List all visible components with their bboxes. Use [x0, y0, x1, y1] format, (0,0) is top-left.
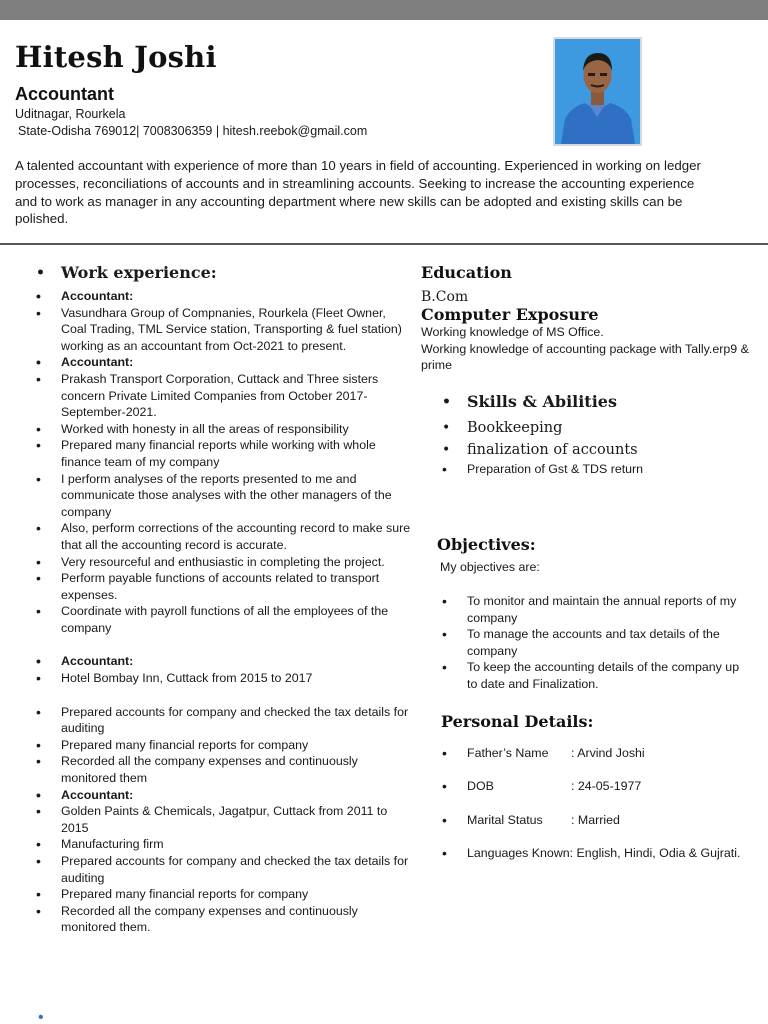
job-detail: • I perform analyses of the reports presented to me and communicate those analyses with the other managers of the company	[31, 471, 411, 521]
job-detail: • Prepared accounts for company and checked the tax details for auditing	[31, 853, 411, 886]
job-detail: • Recorded all the company expenses and continuously monitored them	[31, 753, 411, 786]
job-detail: • Coordinate with payroll functions of all the employees of the company	[31, 603, 411, 636]
work-experience-heading: • Work experience:	[31, 262, 411, 284]
job-detail: • Also, perform corrections of the accounting record to make sure that all the accounting record is accurate.	[31, 520, 411, 553]
education-degree: B.Com	[421, 289, 469, 305]
job-detail: • Prepared many financial reports for company	[31, 886, 411, 903]
personal-father-row	[421, 745, 751, 762]
languages-known: • Languages Known: English, Hindi, Odia & Gujrati.	[421, 845, 751, 862]
job-company: • Golden Paints & Chemicals, Jagatpur, Cuttack from 2011 to 2015	[31, 803, 411, 836]
fathers-name-value: : Arvind Joshi	[571, 745, 645, 760]
job-detail: • Recorded all the company expenses and continuously monitored them.	[31, 903, 411, 936]
personal-details-heading: Personal Details:	[441, 711, 594, 731]
objective-item: • To monitor and maintain the annual reports of my company	[421, 593, 751, 626]
job-role: • Accountant:	[31, 787, 411, 804]
candidate-name: Hitesh Joshi	[15, 40, 217, 74]
objectives-intro: My objectives are:	[440, 560, 540, 575]
job-role: • Accountant:	[31, 354, 411, 371]
job-role: • Accountant:	[31, 653, 411, 670]
trailing-bullet: •	[38, 1009, 44, 1024]
contact-line: State-Odisha 769012| 7008306359 | hitesh.reebok@gmail.com	[18, 124, 368, 138]
job-detail: • Worked with honesty in all the areas of responsibility	[31, 421, 411, 438]
top-bar	[0, 0, 768, 20]
job-detail: • Perform payable functions of accounts related to transport expenses.	[31, 570, 411, 603]
personal-marital-row	[421, 812, 751, 829]
objective-item: • To manage the accounts and tax details of the company	[421, 626, 751, 659]
profile-photo	[553, 37, 642, 146]
skill-item: • Preparation of Gst & TDS return	[421, 461, 751, 478]
skill-item: • Bookkeeping	[421, 417, 751, 439]
candidate-title: Accountant	[15, 84, 114, 104]
address-line-1: Uditnagar, Rourkela	[15, 107, 126, 121]
job-company: • Prakash Transport Corporation, Cuttack and Three sisters concern Private Limited Companies from October 2017-September-2021.	[31, 371, 411, 421]
job-detail: • Very resourceful and enthusiastic in completing the project.	[31, 554, 411, 571]
job-role: • Accountant:	[31, 288, 411, 305]
dob-value: : 24-05-1977	[571, 779, 642, 794]
objectives-heading: Objectives:	[437, 535, 536, 555]
dob-label: • DOB	[467, 779, 494, 794]
education-heading: Education	[421, 263, 512, 282]
work-experience-section	[31, 262, 411, 936]
skills-heading: • Skills & Abilities	[421, 391, 751, 413]
right-column	[421, 263, 751, 862]
job-detail: • Prepared many financial reports for company	[31, 737, 411, 754]
marital-status-value: : Married	[571, 812, 620, 827]
skill-item: • finalization of accounts	[421, 439, 751, 461]
personal-dob-row	[421, 778, 751, 795]
job-detail: • Manufacturing firm	[31, 836, 411, 853]
job-detail: • Prepared many financial reports while working with whole finance team of my company	[31, 437, 411, 470]
objective-item: • To keep the accounting details of the company up to date and Finalization.	[421, 659, 751, 692]
job-company: • Hotel Bombay Inn, Cuttack from 2015 to 2017	[31, 670, 411, 687]
computer-exposure-line: Working knowledge of accounting package with Tally.erp9 & prime	[421, 341, 749, 373]
computer-exposure-line: Working knowledge of MS Office.	[421, 325, 604, 339]
marital-status-label: • Marital Status	[467, 812, 543, 827]
computer-exposure-heading: Computer Exposure	[421, 305, 599, 324]
section-divider	[0, 243, 768, 245]
profile-summary: A talented accountant with experience of more than 10 years in field of accounting. Experienced in working on ledger processes, reconciliations of accounts and in streamlining accounts. Seeking to increase the accounting experience and to work as manager in any accounting department where new skills can be adopted and existing skills can be polished.	[15, 158, 701, 227]
job-detail: • Prepared accounts for company and checked the tax details for auditing	[31, 704, 411, 737]
fathers-name-label: • Father’s Name	[467, 745, 549, 760]
job-company: • Vasundhara Group of Compnanies, Rourkela (Fleet Owner, Coal Trading, TML Service station, Transporting & fuel station) working as an accountant from Oct-2021 to present.	[31, 305, 411, 355]
